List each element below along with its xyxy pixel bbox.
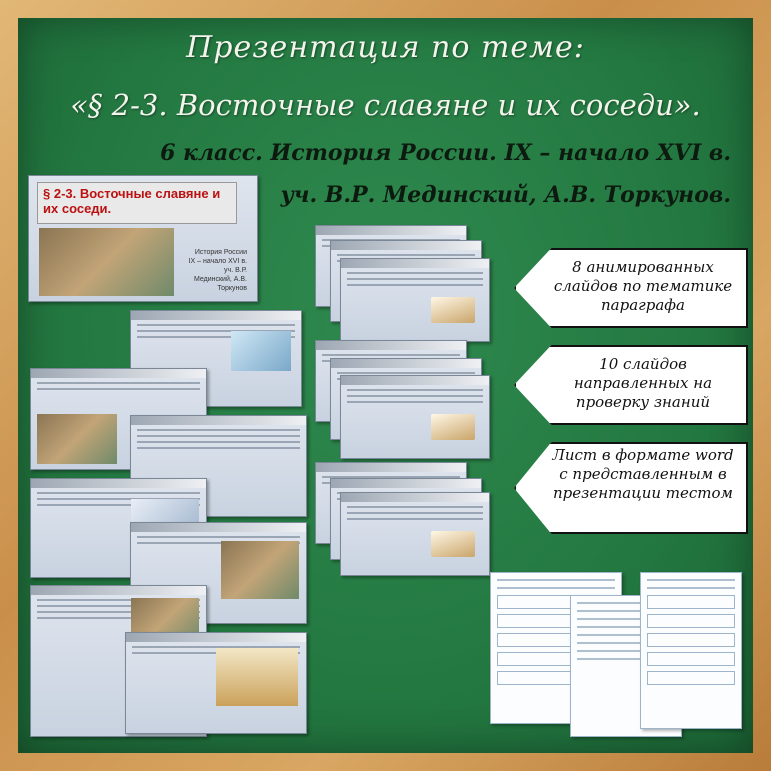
subtitle-line-2: уч. В.Р. Мединский, А.В. Торкунов. [280,182,731,208]
callout-text-word-document: Лист в формате word с представленным в презентации тестом [552,446,734,502]
word-document-page [640,572,742,729]
slide-illustration [39,228,174,296]
quiz-slide-thumbnail [340,258,490,342]
slide-thumbnail-title [28,175,258,302]
quiz-slide-thumbnail [340,375,490,459]
slide-title: § 2-3. Восточные славяне и их соседи. [37,182,237,224]
callout-text-animated-slides: 8 анимированных слайдов по тематике параграфа [553,258,733,314]
callout-text-quiz-slides: 10 слайдов направленных на проверку знаний [573,355,713,411]
quiz-slide-thumbnail [340,492,490,576]
title-line-2: «§ 2-3. Восточные славяне и их соседи». [70,88,701,122]
title-line-1: Презентация по теме: [186,30,585,65]
slide-caption: История России IX – начало XVI в. уч. В.Р. Мединский, А.В. Торкунов [188,249,247,292]
slide-thumbnail [125,632,307,734]
subtitle-line-1: 6 класс. История России. IX – начало XVI в. [160,140,731,166]
